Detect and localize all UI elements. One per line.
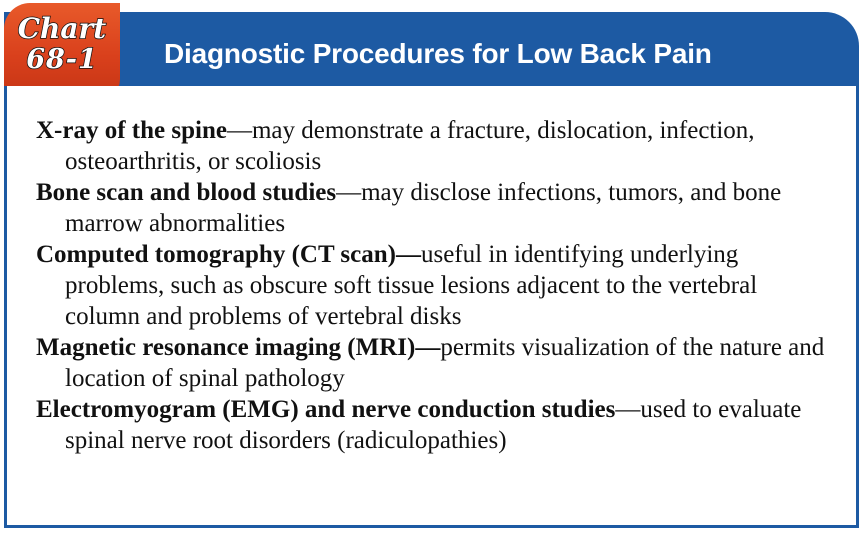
procedure-entry-mri [36, 332, 836, 394]
chart-label-number: 68-1 [26, 44, 98, 75]
chart-title: Diagnostic Procedures for Low Back Pain [164, 38, 712, 69]
procedure-term: Electromyogram (EMG) and nerve conduction studies [36, 396, 616, 423]
procedure-term: Bone scan and blood studies [36, 179, 337, 206]
procedure-term: Computed tomography (CT scan)— [36, 241, 421, 268]
procedure-term: Magnetic resonance imaging (MRI)— [36, 334, 441, 361]
procedure-term: X-ray of the spine [36, 117, 227, 144]
procedure-description: —may demonstrate a fracture, dislocation, infection, osteoarthritis, or scoliosis [65, 117, 755, 175]
procedure-entry-emg [36, 394, 836, 456]
procedure-entry-xray [36, 115, 836, 177]
procedure-entry-bone-scan [36, 177, 836, 239]
procedure-description: —may disclose infections, tumors, and bone marrow abnormalities [65, 179, 782, 237]
chart-label-word: Chart [17, 12, 107, 45]
chart-header-bar [4, 12, 859, 86]
procedure-description: permits visualization of the nature and location of spinal pathology [65, 334, 825, 392]
procedure-entry-ct-scan [36, 239, 836, 332]
procedure-list [36, 115, 836, 456]
procedure-description: useful in identifying underlying problems, such as obscure soft tissue lesions adjacent to the vertebral column and problems of vertebral disks [65, 241, 758, 330]
procedure-description: —used to evaluate spinal nerve root disorders (radiculopathies) [65, 396, 802, 454]
